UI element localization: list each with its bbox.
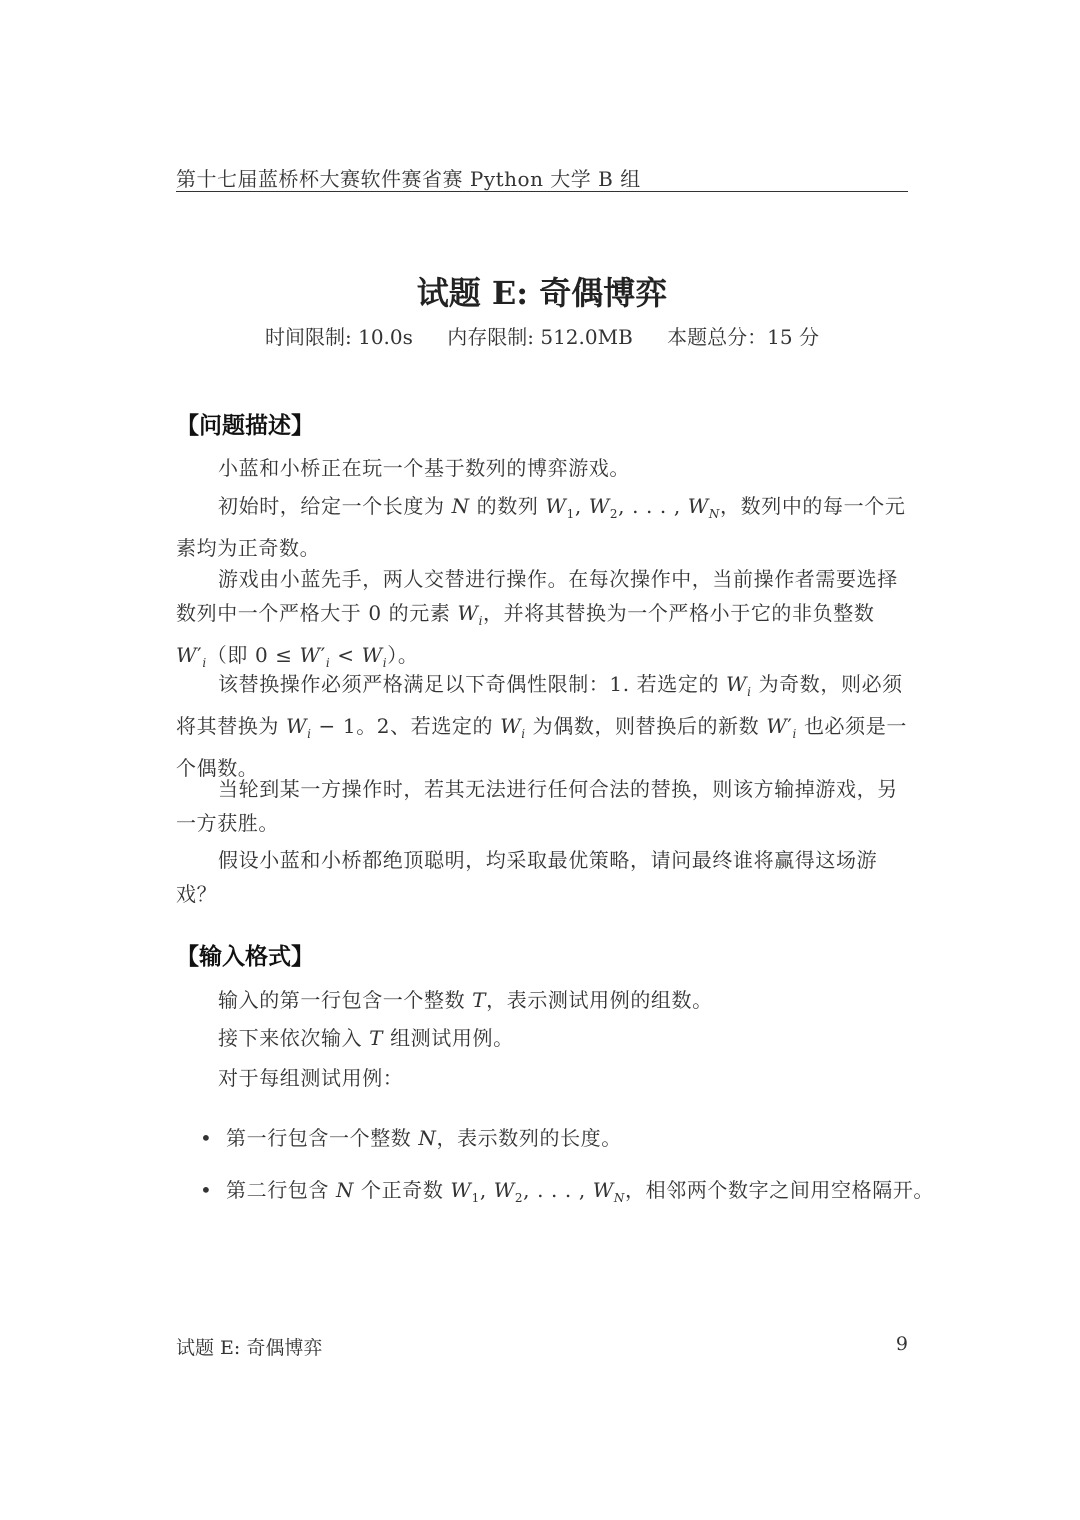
bullet-icon: •: [200, 1178, 213, 1202]
input-line-3: 对于每组测试用例：: [218, 1066, 404, 1090]
memory-limit: 内存限制: 512.0MB: [447, 325, 633, 349]
description-paragraph-3: 游戏由小蓝先手，两人交替进行操作。在每次操作中，当前操作者需要选择数列中一个严格大于 0 的元素 $W_i$，并将其替换为一个严格小于它的非负整数 $W'_i$（即 $0 \le W'_i < W_i$）。: [176, 567, 898, 670]
input-bullet-1: • 第一行包含一个整数 N，表示数列的长度。: [200, 1126, 622, 1150]
footer-title: 试题 E: 奇偶博弈: [176, 1337, 323, 1359]
description-heading: 【问题描述】: [176, 413, 314, 439]
input-line-2: 接下来依次输入 T 组测试用例。: [218, 1026, 514, 1050]
input-line-1: 输入的第一行包含一个整数 T，表示测试用例的组数。: [218, 988, 713, 1012]
input-bullet-2: • 第二行包含 N 个正奇数 $W_1$, $W_2$, . . . , $W_N$，相邻两个数字之间用空格隔开。: [200, 1178, 935, 1205]
bullet-icon: •: [200, 1126, 213, 1150]
description-paragraph-2: 初始时，给定一个长度为 N 的数列 $W_1$, $W_2$, . . . , $W_N$，数列中的每一个元素均为正奇数。: [176, 494, 906, 560]
problem-limits: [176, 321, 908, 350]
description-paragraph-1: 小蓝和小桥正在玩一个基于数列的博弈游戏。: [218, 456, 630, 480]
description-paragraph-4: 该替换操作必须严格满足以下奇偶性限制：1. 若选定的 $W_i$ 为奇数，则必须将其替换为 $W_i - 1$。2、若选定的 $W_i$ 为偶数，则替换后的新数 $W'_i$ 也必须是一个偶数。: [176, 672, 907, 780]
input-format-heading: 【输入格式】: [176, 944, 314, 970]
time-limit: 时间限制: 10.0s: [265, 325, 413, 349]
header-rule: [176, 191, 908, 192]
page-number: 9: [895, 1333, 908, 1355]
running-header: 第十七届蓝桥杯大赛软件赛省赛 Python 大学 B 组: [176, 167, 641, 191]
description-paragraph-6: 假设小蓝和小桥都绝顶聪明，均采取最优策略，请问最终谁将赢得这场游戏？: [176, 848, 878, 906]
description-paragraph-5: 当轮到某一方操作时，若其无法进行任何合法的替换，则该方输掉游戏，另一方获胜。: [176, 777, 898, 835]
problem-title: 试题 E: 奇偶博弈: [416, 274, 668, 312]
total-score: 本题总分：15 分: [667, 325, 819, 349]
